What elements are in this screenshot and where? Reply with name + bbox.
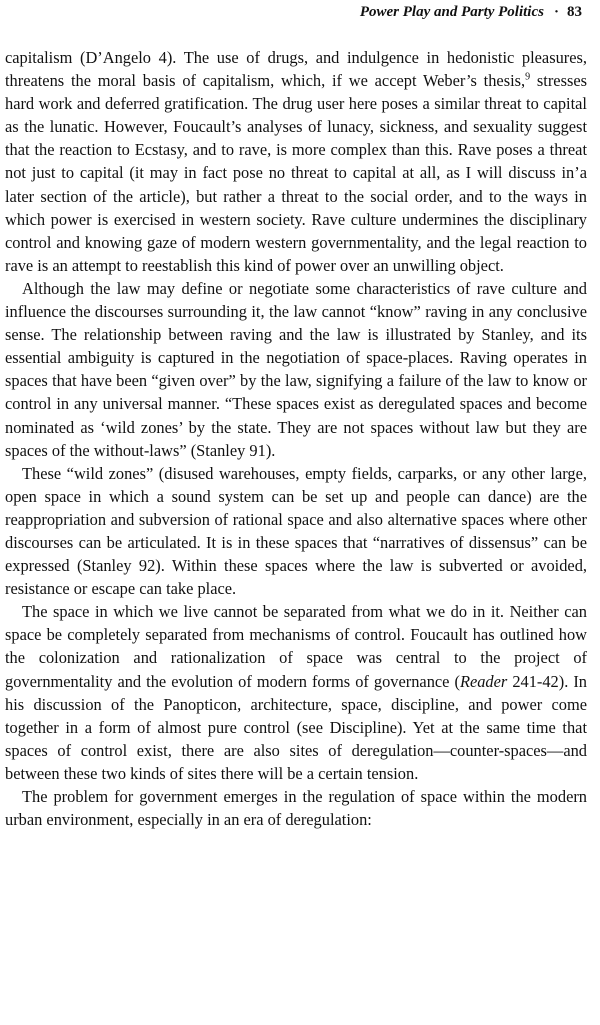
paragraph-wild-zones: These “wild zones” (disused warehouses, empty fields, carparks, or any other large, open space in which a sound system can be set up and people can dance) are the reappropriation and subversion of rational space and also alternative spaces where other discourses can be articulated. It is in these spaces that “narratives of dissensus” can be expressed (Stanley 92). Within these spaces where the law is subverted or avoided, resistance or escape can take place. bbox=[5, 463, 587, 599]
footnote-marker: 9 bbox=[525, 71, 531, 83]
paragraph-regulation-of-space: The problem for government emerges in the regulation of space within the modern urban environment, especially in an era of deregulation: bbox=[5, 787, 587, 830]
paragraph-space-and-control: The space in which we live cannot be separated from what we do in it. Neither can space be completely separated from mechanisms of control. Foucault has outlined how the colonization and rationalization of space was central to the project of governmentality and the evolution of modern forms of governance (Reader 241-42). In his discussion of the Panopticon, architecture, space, discipline, and power come together in a form of almost pure control (see Discipline). Yet at the same time that spaces of control exist, there are also sites of deregulation—counter-spaces—and between these two kinds of sites there will be a certain tension. bbox=[5, 602, 587, 783]
body-text bbox=[5, 46, 587, 831]
paragraph-continued: capitalism (D’Angelo 4). The use of drugs, and indulgence in hedonistic pleasures, threatens the moral basis of capitalism, which, if we accept Weber’s thesis,$^9$ stresses hard work and deferred gratification. The drug user here poses a similar threat to capital as the lunatic. However, Foucault’s analyses of lunacy, sickness, and sexuality suggest that the reaction to Ecstasy, and to rave, is more complex than this. Rave poses a threat not just to capital (it may in fact pose no threat to capital at all, as I will discuss in’a later section of the article), but rather a threat to the social order, and to the ways in which power is exercised in western society. Rave culture undermines the disciplinary control and knowing gaze of modern western governmentality, and the legal reaction to rave is an attempt to reestablish this kind of power over an unwilling object. bbox=[5, 48, 587, 275]
paragraph-law-and-raving: Although the law may define or negotiate some characteristics of rave culture and influence the discourses surrounding it, the law cannot “know” raving in any conclusive sense. The relationship between raving and the law is illustrated by Stanley, and its essential ambiguity is captured in the negotiation of space-places. Raving operates in spaces that have been “given over” by the law, signifying a failure of the law to know or control in any universal manner. “These spaces exist as deregulated spaces and become nominated as ‘wild zones’ by the state. They are not spaces without law but they are spaces of the without-laws” (Stanley 91). bbox=[5, 278, 587, 460]
running-head-separator: · bbox=[553, 4, 559, 20]
citation-title: Reader bbox=[459, 671, 508, 691]
page-number: 83 bbox=[567, 4, 582, 20]
running-head-title: Power Play and Party Politics bbox=[359, 4, 544, 20]
running-head bbox=[360, 4, 582, 21]
